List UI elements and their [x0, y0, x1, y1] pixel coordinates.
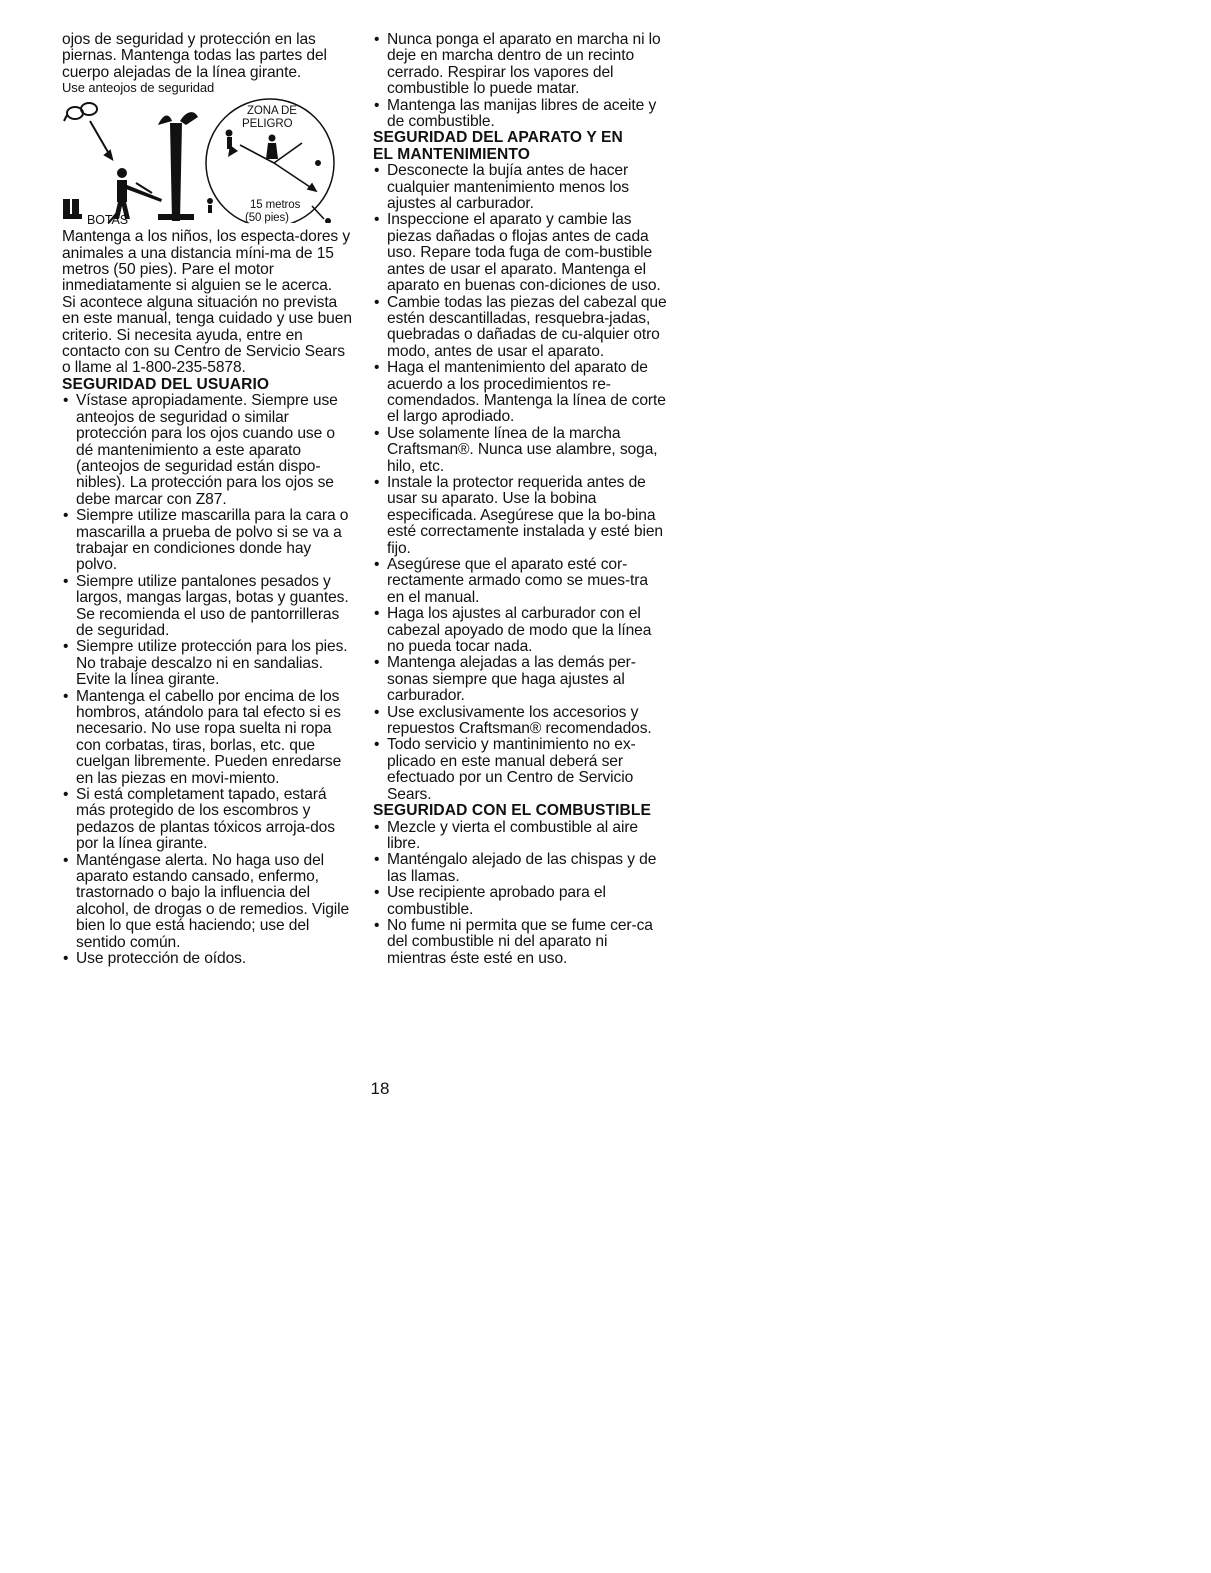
intro-paragraph: ojos de seguridad y protección en las piernas. Mantenga todas las partes del cuerpo alejadas de la línea girante.: [62, 31, 327, 81]
list-item: • Cambie todas las piezas del cabezal que estén descantilladas, resquebra-jadas, quebradas o dañadas de cu-alquier otro modo, antes de usar el aparato.: [373, 295, 669, 361]
list-item: • Instale la protector requerida antes de usar su aparato. Use la bobina especificada. Asegúrese que la bo-bina esté correctamente instalada y esté bien fijo.: [373, 475, 669, 557]
unforeseen-paragraph: Si acontece alguna situación no prevista en este manual, tenga cuidado y use buen criterio. Si necesita ayuda, entre en contacto con su Centro de Servicio Sears o llame al 1-800-235-5878.: [62, 293, 352, 377]
boots-icon: [63, 199, 82, 219]
distance-label-line2: (50 pies): [245, 212, 289, 225]
figure-caption: Use anteojos de seguridad: [62, 80, 215, 96]
fuel-safety-heading: SEGURIDAD CON EL COMBUSTIBLE: [373, 802, 652, 820]
list-item: • Todo servicio y mantinimiento no ex-plicado en este manual deberá ser efectuado por un Centro de Servicio Sears.: [373, 737, 669, 803]
user-safety-list: [62, 393, 354, 967]
list-item: • Use solamente línea de la marcha Craftsman®. Nunca use alambre, soga, hilo, etc.: [373, 426, 669, 475]
distance-label-line1: 15 metros: [250, 199, 301, 212]
list-item: • Siempre utilize pantalones pesados y largos, mangas largas, botas y guantes. Se recomienda el uso de pantorrilleras de seguridad.: [62, 574, 354, 640]
list-item: • Vístase apropiadamente. Siempre use anteojos de seguridad o similar protección para los ojos cuando use o dé mantenimiento a este aparato (anteojos de seguridad están dispo-nibles). La protección para los ojos se debe marcar con Z87.: [62, 393, 354, 508]
list-item: • Manténgalo alejado de las chispas y de las llamas.: [373, 852, 669, 885]
maintenance-safety-list: [373, 163, 669, 803]
list-item: • No fume ni permita que se fume cer-ca del combustible ni del aparato ni mientras éste esté en uso.: [373, 918, 669, 967]
page-number: 18: [370, 1079, 390, 1098]
list-item: • Siempre utilize mascarilla para la cara o mascarilla a prueba de polvo si se va a trabajar en condiciones donde hay polvo.: [62, 508, 354, 574]
safety-illustration: [62, 80, 354, 228]
list-item: • Asegúrese que el aparato esté cor-rectamente armado como se mues-tra en el manual.: [373, 557, 669, 606]
list-item: • Haga el mantenimiento del aparato de acuerdo a los procedimientos re-comendados. Mantenga la línea de corte el largo aprodiado.: [373, 360, 669, 426]
left-column: [62, 32, 354, 968]
list-item: • Si está completament tapado, estará más protegido de los escombros y pedazos de plantas tóxicos arroja-dos por la línea girante.: [62, 787, 354, 853]
list-item: • Siempre utilize protección para los pies. No trabaje descalzo ni en sandalias. Evite la línea girante.: [62, 639, 354, 688]
list-item: • Nunca ponga el aparato en marcha ni lo deje en marcha dentro de un recinto cerrado. Respirar los vapores del combustible lo puede matar.: [373, 32, 669, 98]
list-item: • Use exclusivamente los accesorios y repuestos Craftsman® recomendados.: [373, 705, 669, 738]
list-item: • Use protección de oídos.: [62, 951, 354, 967]
danger-zone-drawing: [62, 81, 354, 223]
boots-label: BOTAS: [87, 213, 128, 228]
list-item: • Inspeccione el aparato y cambie las piezas dañadas o flojas antes de cada uso. Repare toda fuga de com-bustible antes de usar el aparato. Mantenga el aparato en buenas con-diciones de uso.: [373, 212, 669, 294]
list-item: • Haga los ajustes al carburador con el cabezal apoyado de modo que la línea no pueda tocar nada.: [373, 606, 669, 655]
goggles-icon: [64, 103, 97, 121]
list-item: • Mantenga el cabello por encima de los hombros, atándolo para tal efecto si es necesario. No use ropa suelta ni ropa con corbatas, tiras, borlas, etc. que cuelgan libremente. Pueden enredarse en las piezas en movi-miento.: [62, 689, 354, 787]
list-item: • Use recipiente aprobado para el combustible.: [373, 885, 669, 918]
right-column: [373, 32, 669, 967]
list-item: • Manténgase alerta. No haga uso del aparato estando cansado, enfermo, trastornado o bajo la influencia del alcohol, de drogas o de remedios. Vigile bien lo que está haciendo; use del sentido común.: [62, 853, 354, 951]
user-safety-heading: SEGURIDAD DEL USUARIO: [62, 375, 270, 393]
operator-icon: [114, 168, 162, 219]
fuel-safety-list: [373, 820, 669, 968]
distance-paragraph: Mantenga a los niños, los especta-dores y animales a una distancia míni-ma de 15 metros (50 pies). Pare el motor inmediatamente si alguien se le acerca.: [62, 228, 351, 295]
list-item: • Desconecte la bujía antes de hacer cualquier mantenimiento menos los ajustes al carburador.: [373, 163, 669, 212]
list-item: • Mantenga las manijas libres de aceite y de combustible.: [373, 98, 669, 131]
list-item: • Mantenga alejadas a las demás per-sonas siempre que haga ajustes al carburador.: [373, 655, 669, 704]
danger-zone-label-line2: PELIGRO: [242, 118, 293, 131]
maintenance-heading-line2: EL MANTENIMIENTO: [373, 145, 530, 163]
engine-warning-list: [373, 32, 669, 130]
tree-icon: [158, 112, 198, 221]
maintenance-heading-line1: SEGURIDAD DEL APARATO Y EN: [373, 129, 623, 147]
danger-zone-label-line1: ZONA DE: [247, 105, 297, 118]
list-item: • Mezcle y vierta el combustible al aire libre.: [373, 820, 669, 853]
